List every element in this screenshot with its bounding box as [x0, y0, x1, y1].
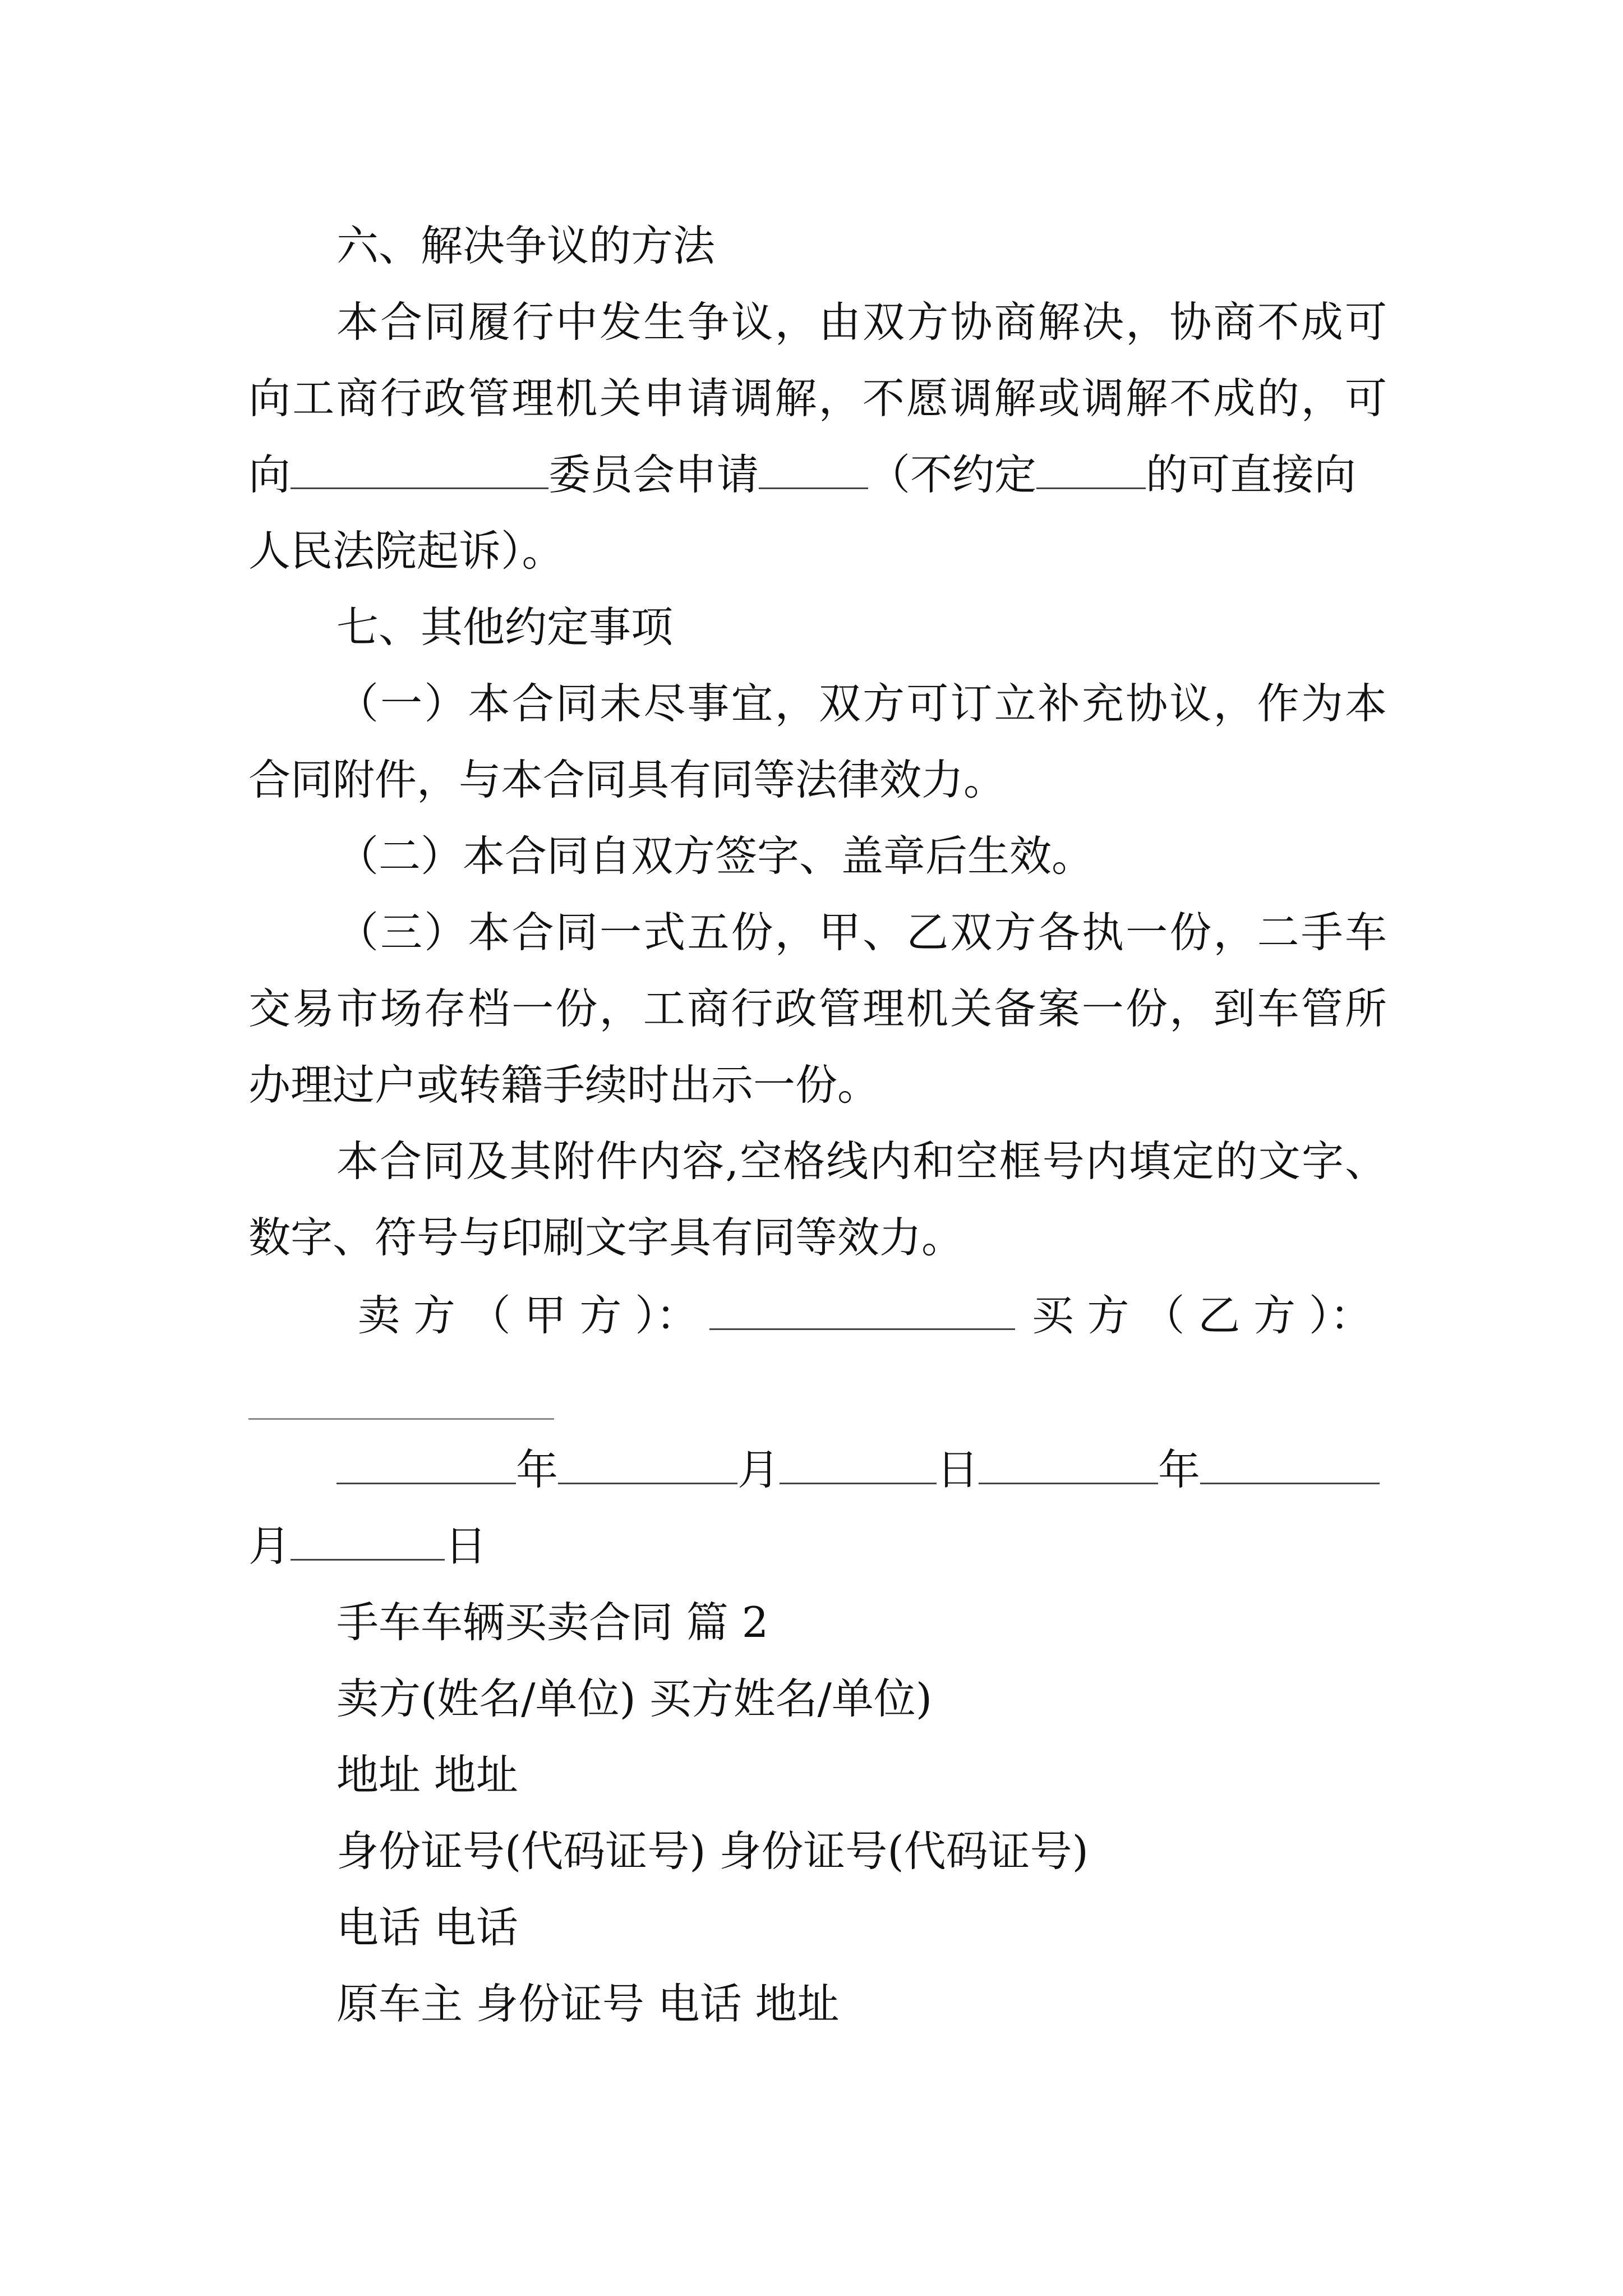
text-fragment: 委员会申请: [548, 450, 759, 499]
month-label: 月: [248, 1521, 291, 1571]
apply-blank[interactable]: [759, 448, 868, 489]
month-blank[interactable]: [1200, 1443, 1380, 1484]
no-agreement-blank[interactable]: [1036, 448, 1146, 489]
text-fragment: 的可直接向: [1146, 450, 1357, 499]
year-label: 年: [1158, 1445, 1201, 1494]
part2-id-line: 身份证号(代码证号) 身份证号(代码证号): [336, 1826, 1089, 1876]
attachment-clause-line: 本合同及其附件内容,空格线内和空框号内填定的文字、: [336, 1137, 1387, 1186]
day-label: 日: [445, 1521, 487, 1571]
part2-original-owner-line: 原车主 身份证号 电话 地址: [336, 1979, 840, 2028]
committee-blank[interactable]: [291, 448, 548, 489]
seller-label: 卖 方 （ 甲 方 ）：: [358, 1291, 698, 1340]
seller-signature-blank[interactable]: [709, 1289, 1015, 1330]
part2-parties-line: 卖方(姓名/单位) 买方姓名/单位): [336, 1674, 933, 1723]
year-blank[interactable]: [336, 1443, 516, 1484]
text-fragment: 向: [248, 450, 291, 499]
buyer-signature-blank[interactable]: [248, 1418, 554, 1420]
clause-three-line: 办理过户或转籍手续时出示一份。: [248, 1060, 880, 1110]
clause-two-line: （二）本合同自双方签字、盖章后生效。: [336, 831, 1094, 881]
date-row: [336, 1442, 1387, 1498]
clause-three-line: 交易市场存档一份，工商行政管理机关备案一份，到车管所: [248, 984, 1387, 1033]
section-six-paragraph-line: 本合同履行中发生争议，由双方协商解决，协商不成可: [336, 297, 1387, 347]
day-blank[interactable]: [291, 1519, 445, 1561]
clause-one-line: 合同附件，与本合同具有同等法律效力。: [248, 755, 1006, 804]
day-blank[interactable]: [780, 1443, 937, 1484]
part2-phone-line: 电话 电话: [336, 1903, 518, 1952]
attachment-clause-line: 数字、符号与印刷文字具有同等效力。: [248, 1213, 964, 1262]
year-blank[interactable]: [979, 1443, 1158, 1484]
date-row-continued: [248, 1518, 1387, 1574]
day-label: 日: [937, 1445, 979, 1494]
buyer-label: 买 方 （ 乙 方 ）：: [1031, 1291, 1372, 1340]
text-fragment: （不约定: [868, 450, 1037, 499]
part2-title: 手车车辆买卖合同 篇 2: [336, 1598, 769, 1647]
month-label: 月: [737, 1445, 780, 1494]
section-six-paragraph-line: 人民法院起诉）。: [248, 526, 564, 576]
month-blank[interactable]: [558, 1443, 737, 1484]
clause-one-line: （一）本合同未尽事宜，双方可订立补充协议，作为本: [336, 679, 1387, 728]
year-label: 年: [516, 1445, 559, 1494]
part2-address-line: 地址 地址: [336, 1750, 518, 1800]
section-six-heading: 六、解决争议的方法: [336, 221, 716, 270]
clause-three-line: （三）本合同一式五份，甲、乙双方各执一份，二手车: [336, 908, 1387, 957]
section-six-paragraph-line: [248, 447, 1387, 503]
section-seven-heading: 七、其他约定事项: [336, 602, 674, 652]
section-six-paragraph-line: 向工商行政管理机关申请调解，不愿调解或调解不成的，可: [248, 374, 1387, 423]
signature-row: [358, 1287, 1387, 1343]
